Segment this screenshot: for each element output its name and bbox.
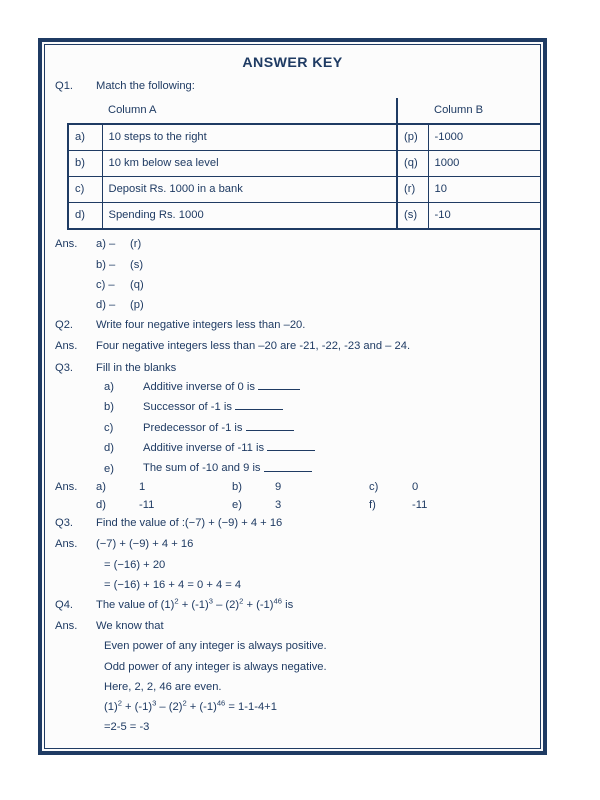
q3a-sub-items (55, 380, 530, 475)
match-left-0: a) – (96, 238, 116, 251)
answer-value: 0 (412, 480, 419, 493)
sub-item-key: e) (104, 462, 114, 475)
q2-ans-label: Ans. (55, 340, 78, 353)
answer-grid-row (96, 482, 530, 493)
q4-expression (104, 698, 530, 713)
match-left-3: d) – (96, 299, 116, 312)
sub-item-text (143, 441, 530, 454)
table-header-row (68, 98, 541, 124)
q4-mid-1: + (-1) (178, 598, 209, 611)
q4-mid-3: + (-1) (243, 598, 274, 611)
sub-item-text (143, 380, 530, 393)
blank-line (235, 400, 283, 410)
q3b-ans-label: Ans. (55, 538, 78, 551)
expr-exponent-3: 2 (182, 698, 187, 708)
sub-item-key: d) (104, 442, 114, 455)
answer-grid-row (96, 500, 530, 511)
expr-prefix: (1) (104, 700, 118, 713)
expr-suffix: = 1-1-4+1 (225, 700, 277, 713)
blank-line (264, 461, 312, 471)
answer-cell (369, 482, 530, 493)
sub-item-key: a) (104, 381, 114, 393)
answer-key: f) (369, 498, 376, 511)
match-right-1: (s) (130, 258, 144, 271)
q2-text: Write four negative integers less than –20. (96, 319, 306, 332)
sub-item-text (143, 421, 530, 434)
q4-final-line: =2-5 = -3 (104, 721, 150, 734)
answer-cell (369, 500, 530, 511)
answer-cell (96, 500, 232, 511)
q3a-answer-row-2 (55, 500, 530, 511)
q4-ans-line-2: Odd power of any integer is always negative. (104, 660, 327, 673)
q1-answer-line-1 (55, 239, 530, 250)
row-key-a: a) (68, 124, 102, 151)
answer-q4-line-3 (55, 662, 530, 673)
sub-item-label: Predecessor of -1 is (143, 421, 243, 434)
row-value-b: -10 (428, 203, 541, 230)
answer-key: d) (96, 498, 106, 511)
sub-item-key: b) (104, 401, 114, 414)
q4-mid-2: – (2) (212, 598, 240, 611)
sub-item-key: c) (104, 421, 114, 434)
row-value-a: 10 km below sea level (102, 151, 397, 177)
row-value-b: 1000 (428, 151, 541, 177)
blank-line (267, 441, 315, 451)
q3a-ans-label: Ans. (55, 480, 78, 493)
document-content (45, 45, 540, 733)
list-item (55, 421, 530, 434)
question-q1 (55, 81, 530, 92)
sub-item-label: Additive inverse of 0 is (143, 381, 255, 393)
answer-value: -11 (139, 498, 155, 511)
answer-value: 3 (275, 498, 282, 511)
table-row (68, 177, 541, 203)
list-item (55, 461, 530, 474)
q4-exponent-2: 3 (208, 596, 213, 606)
q3a-text: Fill in the blanks (96, 361, 177, 374)
row-key-b: (q) (397, 151, 428, 177)
q1-label: Q1. (55, 80, 74, 93)
page-inner-border (44, 44, 541, 749)
q3b-ans-line-1: = (−16) + 20 (104, 558, 166, 571)
q1-answer-line-3 (55, 280, 530, 291)
q3a-label: Q3. (55, 361, 74, 374)
header-blank-b (397, 98, 428, 124)
q1-answer-line-2 (55, 260, 530, 271)
answer-q2 (55, 341, 530, 352)
q4-exponent-3: 2 (239, 596, 244, 606)
column-a-header: Column A (108, 104, 157, 117)
table-row (68, 124, 541, 151)
answer-value: 9 (275, 480, 282, 493)
header-blank-a (68, 98, 102, 124)
list-item (55, 400, 530, 413)
q2-ans-text: Four negative integers less than –20 are -21, -22, -23 and – 24. (96, 340, 411, 353)
table-row (68, 203, 541, 230)
q1-text: Match the following: (96, 80, 195, 93)
q3a-answer-row-1 (55, 482, 530, 493)
answer-q3b-line-2 (55, 560, 530, 571)
q4-exponent-4: 46 (273, 596, 282, 606)
expr-mid-2: – (2) (156, 700, 183, 713)
q4-ans-label-wrap (55, 621, 96, 632)
q3b-ans-line-0: (−7) + (−9) + 4 + 16 (96, 538, 194, 551)
expr-mid-3: + (-1) (186, 700, 217, 713)
q1-ans-label: Ans. (55, 238, 78, 251)
answer-cell (232, 482, 369, 493)
match-right-3: (p) (130, 299, 144, 312)
q4-ans-line-3: Here, 2, 2, 46 are even. (104, 680, 222, 693)
q2-label: Q2. (55, 319, 74, 332)
answer-q4-final (55, 722, 530, 733)
answer-q4-line-4 (55, 682, 530, 693)
match-right-2: (q) (130, 278, 144, 291)
answer-key: c) (369, 480, 379, 493)
answer-q4-expression (55, 698, 530, 713)
row-key-b: (s) (397, 203, 428, 230)
sub-item-text (143, 400, 530, 413)
answer-q3b-line-3 (55, 580, 530, 591)
answer-value: 1 (139, 480, 146, 493)
expr-exponent-1: 2 (117, 698, 122, 708)
q3b-text: Find the value of :(−7) + (−9) + 4 + 16 (96, 517, 283, 530)
row-value-b: 10 (428, 177, 541, 203)
q3b-ans-line-2: = (−16) + 16 + 4 = 0 + 4 = 4 (104, 578, 242, 591)
answer-cell (96, 482, 232, 493)
q4-exponent-1: 2 (174, 596, 179, 606)
blank-line (246, 421, 294, 431)
row-value-b: -1000 (428, 124, 541, 151)
q1-answer-line-4 (55, 300, 530, 311)
q4-ans-line-1: Even power of any integer is always positive. (104, 640, 327, 653)
answer-key: e) (232, 498, 242, 511)
sub-item-label: The sum of -10 and 9 is (143, 462, 261, 475)
question-q2 (55, 320, 530, 331)
row-key-a: c) (68, 177, 102, 203)
question-q3b (55, 518, 530, 529)
sub-item-label: Successor of -1 is (143, 401, 232, 414)
row-value-a: 10 steps to the right (102, 124, 397, 151)
page-title: ANSWER KEY (242, 55, 343, 71)
row-value-a: Spending Rs. 1000 (102, 203, 397, 230)
q4-prefix: The value of (1) (96, 598, 175, 611)
sub-item-label: Additive inverse of -11 is (143, 442, 265, 455)
q4-ans-line-0: We know that (96, 620, 164, 633)
q4-label: Q4. (55, 598, 74, 611)
row-key-b: (r) (397, 177, 428, 203)
expr-mid-1: + (-1) (121, 700, 153, 713)
match-the-following-table (67, 98, 541, 230)
q4-ans-label: Ans. (55, 620, 78, 633)
expr-exponent-4: 46 (216, 698, 226, 708)
row-key-a: b) (68, 151, 102, 177)
blank-line (258, 380, 300, 390)
q4-text (96, 596, 530, 611)
indent-spacer (55, 500, 96, 511)
row-key-b: (p) (397, 124, 428, 151)
match-right-0: (r) (130, 238, 142, 251)
question-q3a (55, 363, 530, 374)
table-row (68, 151, 541, 177)
answer-q4-line-2 (55, 641, 530, 652)
answer-key: a) (96, 480, 106, 493)
match-left-1: b) – (96, 258, 116, 271)
column-b-header: Column B (434, 104, 484, 117)
expr-exponent-2: 3 (152, 698, 157, 708)
page-frame (38, 38, 547, 755)
q3b-ans-label-wrap (55, 539, 96, 550)
list-item (55, 441, 530, 454)
list-item (55, 380, 530, 393)
answer-q4-line-1 (55, 621, 530, 632)
answer-value: -11 (412, 498, 428, 511)
answer-cell (232, 500, 369, 511)
question-q4 (55, 596, 530, 611)
sub-item-text (143, 461, 530, 474)
match-left-2: c) – (96, 278, 115, 291)
q3b-label: Q3. (55, 517, 74, 530)
q4-suffix: is (281, 598, 294, 611)
row-value-a: Deposit Rs. 1000 in a bank (102, 177, 397, 203)
answer-key: b) (232, 480, 242, 493)
answer-q3b-line-1 (55, 539, 530, 550)
row-key-a: d) (68, 203, 102, 230)
